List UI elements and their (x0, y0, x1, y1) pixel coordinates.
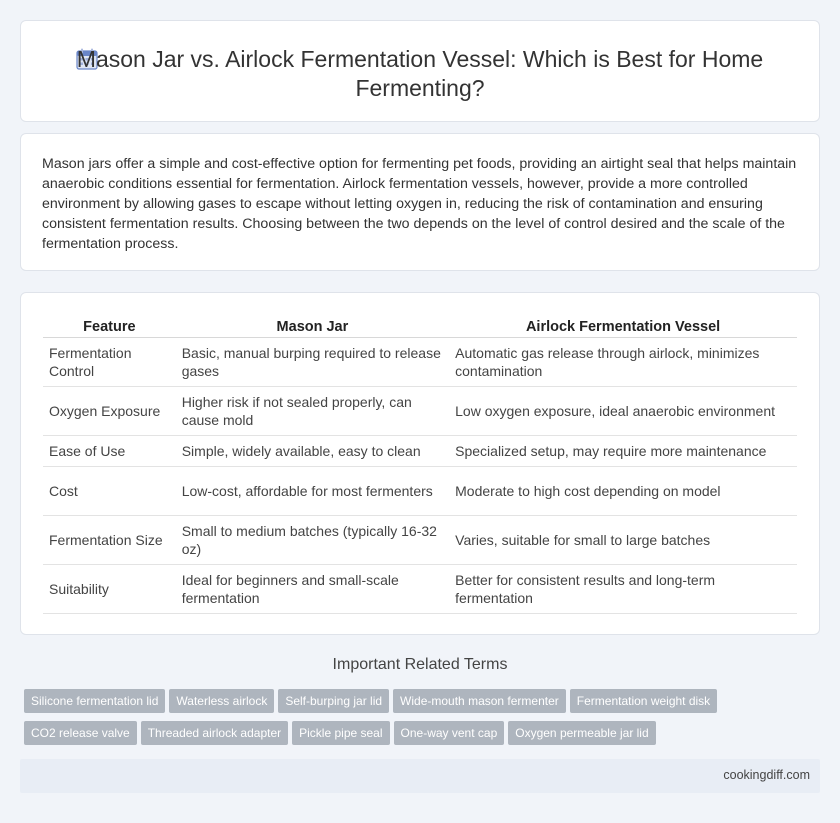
related-terms-title: Important Related Terms (332, 656, 508, 673)
comparison-table (43, 317, 797, 614)
mason-cell: Simple, widely available, easy to clean (176, 435, 449, 466)
tag-co2-release-valve[interactable]: CO2 release valve (24, 721, 137, 745)
header-airlock: Airlock Fermentation Vessel (449, 317, 797, 337)
tag-row (24, 689, 824, 721)
tag-one-way-vent-cap[interactable]: One-way vent cap (394, 721, 505, 745)
airlock-cell: Moderate to high cost depending on model (449, 466, 797, 515)
related-terms-list (24, 689, 824, 753)
feature-cell: Suitability (43, 564, 176, 613)
table-header-row (43, 317, 797, 337)
airlock-cell: Low oxygen exposure, ideal anaerobic environment (449, 386, 797, 435)
tag-self-burping-jar-lid[interactable]: Self-burping jar lid (278, 689, 389, 713)
mason-cell: Basic, manual burping required to release gases (176, 337, 449, 386)
table-row (43, 435, 797, 466)
table-row (43, 564, 797, 613)
tag-wide-mouth-mason-fermenter[interactable]: Wide-mouth mason fermenter (393, 689, 566, 713)
feature-cell: Ease of Use (43, 435, 176, 466)
header-feature: Feature (43, 317, 176, 337)
airlock-cell: Varies, suitable for small to large batches (449, 515, 797, 564)
mason-cell: Small to medium batches (typically 16-32 oz) (176, 515, 449, 564)
tag-waterless-airlock[interactable]: Waterless airlock (169, 689, 274, 713)
table-row (43, 386, 797, 435)
feature-cell: Oxygen Exposure (43, 386, 176, 435)
header-mason-jar: Mason Jar (176, 317, 449, 337)
intro-paragraph: Mason jars offer a simple and cost-effective option for fermenting pet foods, providing an airtight seal that helps maintain anaerobic conditions essential for fermentation. Airlock fermentation vessels, however, provide a more controlled environment by allowing gases to escape without letting oxygen in, reducing the risk of contamination and ensuring consistent fermentation results. Choosing between the two depends on the level of control desired and the scale of the fermentation process. (42, 156, 797, 252)
tag-fermentation-weight-disk[interactable]: Fermentation weight disk (570, 689, 717, 713)
table-row (43, 337, 797, 386)
footer-bar (20, 759, 820, 793)
comparison-card (20, 292, 820, 635)
footer-site-link[interactable]: cookingdiff.com (723, 768, 810, 782)
feature-cell: Fermentation Size (43, 515, 176, 564)
mason-cell: Low-cost, affordable for most fermenters (176, 466, 449, 515)
mason-cell: Higher risk if not sealed properly, can cause mold (176, 386, 449, 435)
tag-threaded-airlock-adapter[interactable]: Threaded airlock adapter (141, 721, 288, 745)
airlock-cell: Automatic gas release through airlock, minimizes contamination (449, 337, 797, 386)
airlock-cell: Specialized setup, may require more maintenance (449, 435, 797, 466)
intro-card (20, 133, 820, 271)
tag-silicone-fermentation-lid[interactable]: Silicone fermentation lid (24, 689, 165, 713)
tag-pickle-pipe-seal[interactable]: Pickle pipe seal (292, 721, 389, 745)
title-card (20, 20, 820, 122)
airlock-cell: Better for consistent results and long-term fermentation (449, 564, 797, 613)
tag-oxygen-permeable-jar-lid[interactable]: Oxygen permeable jar lid (508, 721, 655, 745)
tag-row (24, 721, 824, 753)
table-row (43, 515, 797, 564)
feature-cell: Cost (43, 466, 176, 515)
page-title: Mason Jar vs. Airlock Fermentation Vessel: Which is Best for Home Fermenting? (76, 46, 764, 101)
feature-cell: Fermentation Control (43, 337, 176, 386)
table-row (43, 466, 797, 515)
mason-cell: Ideal for beginners and small-scale fermentation (176, 564, 449, 613)
